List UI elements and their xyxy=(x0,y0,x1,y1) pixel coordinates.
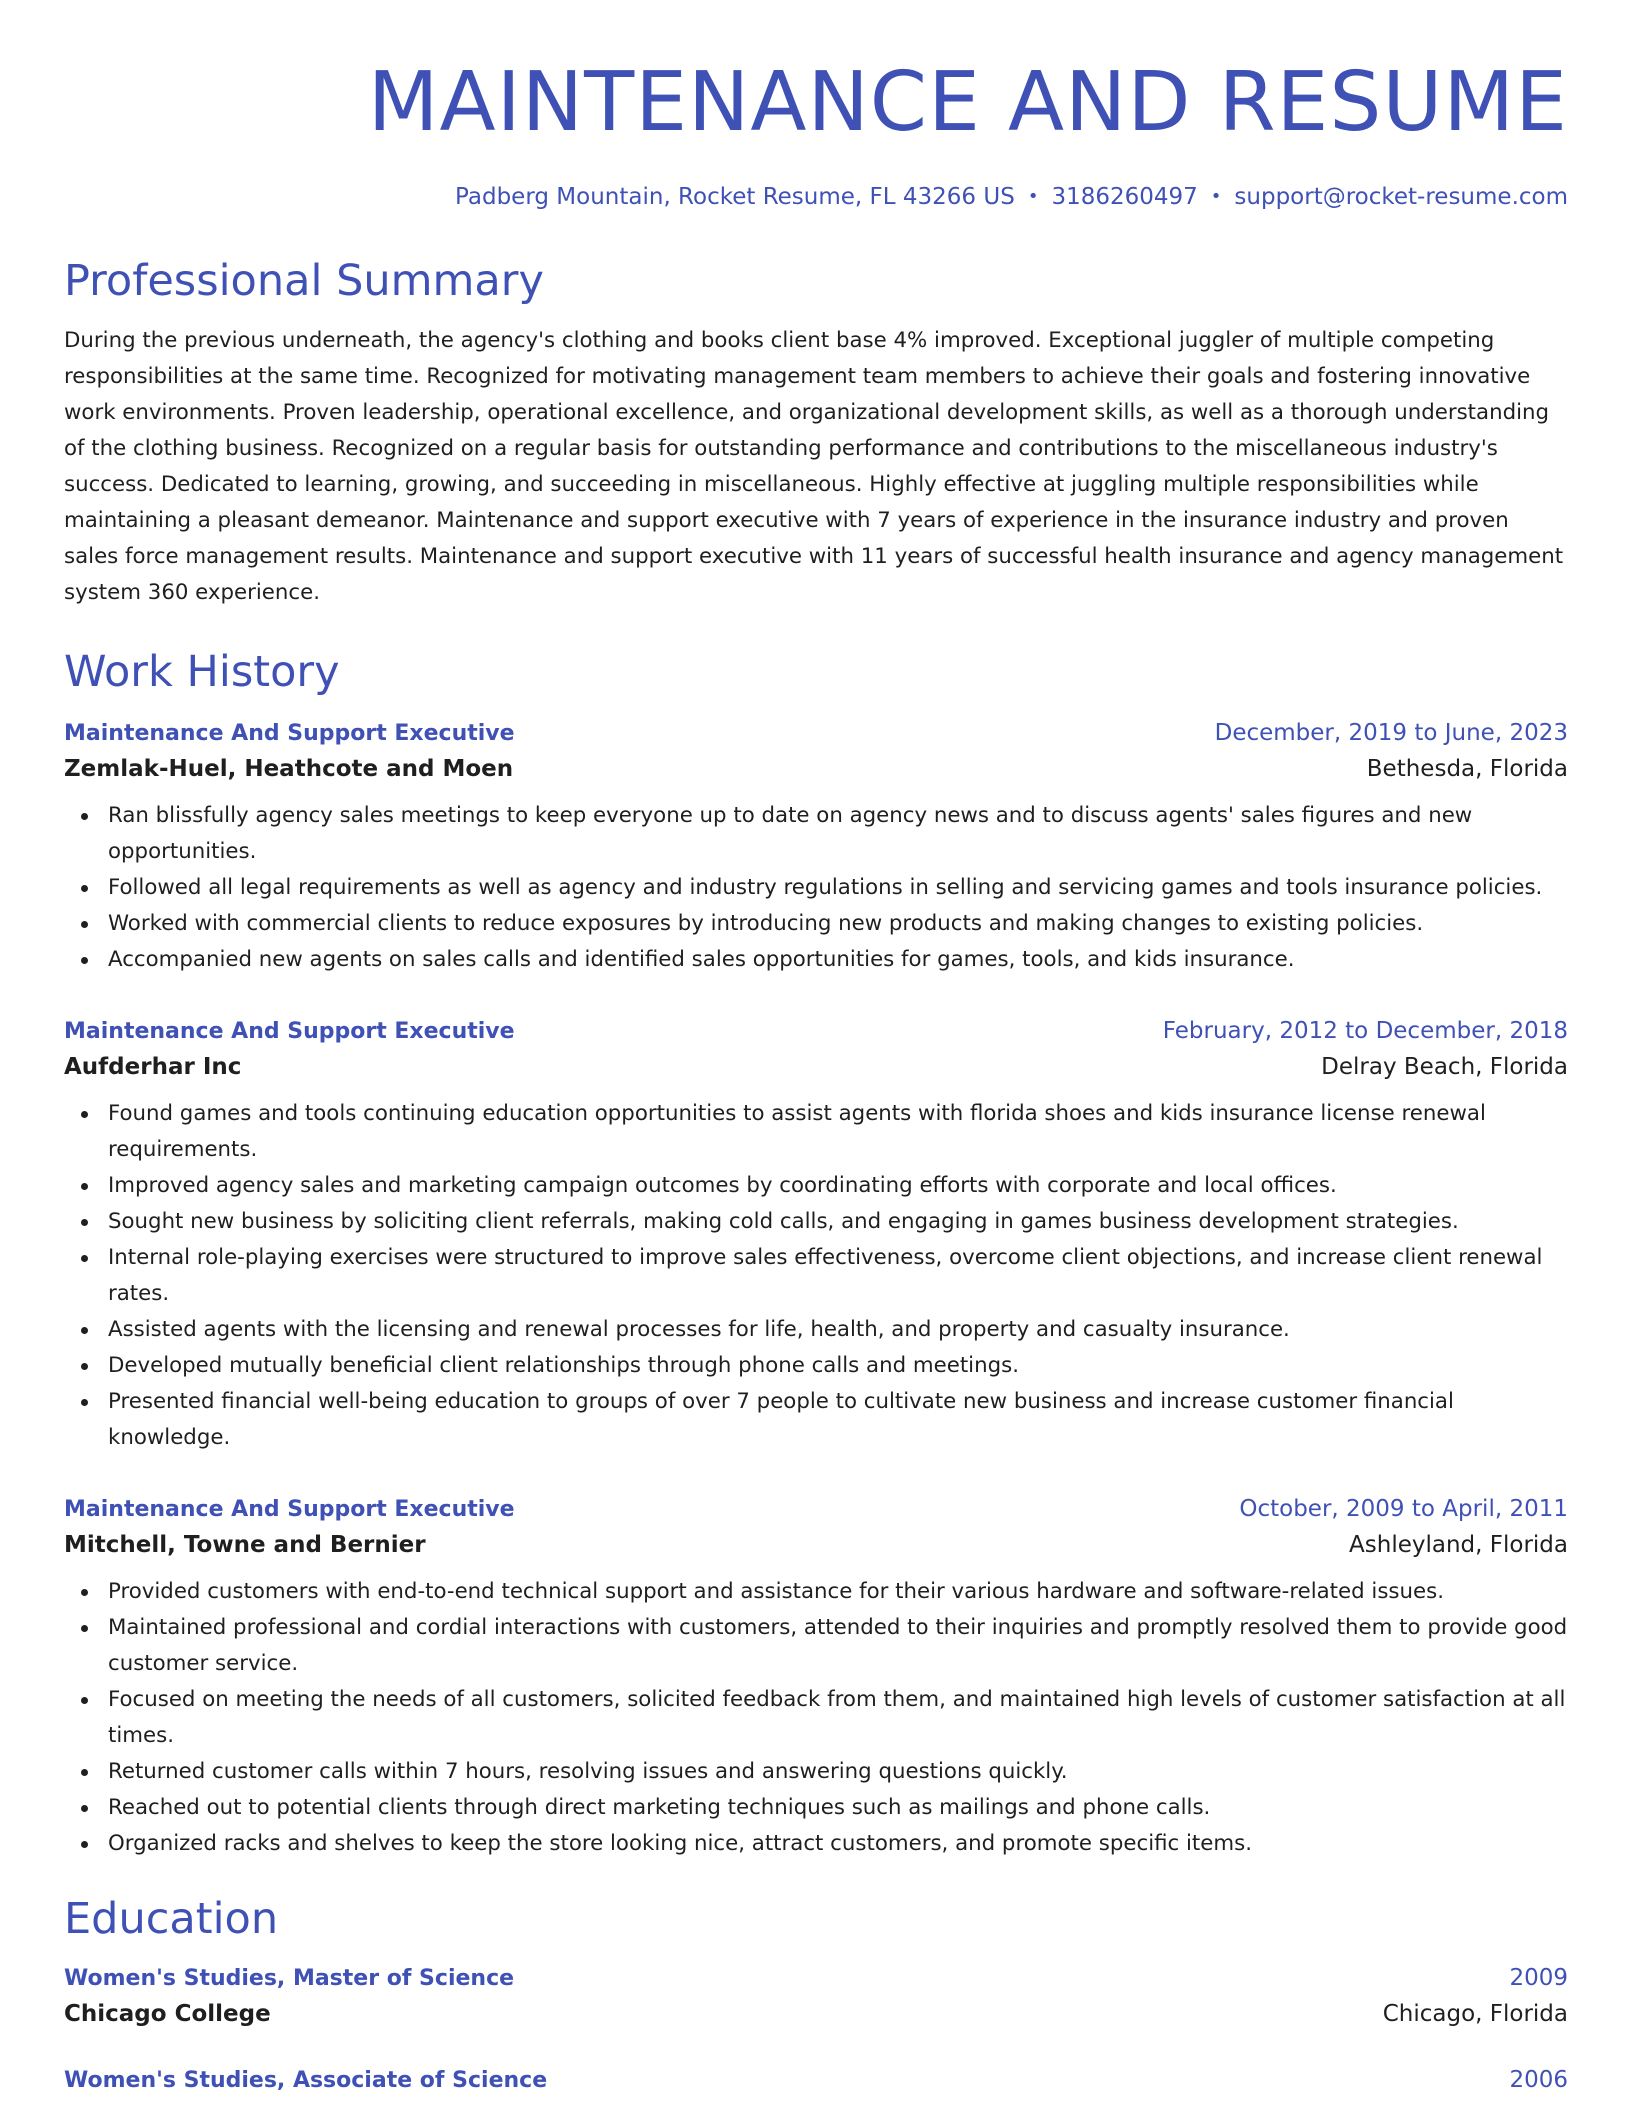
summary-heading: Professional Summary xyxy=(64,255,544,306)
job-bullet: Ran blissfully agency sales meetings to keep everyone up to date on agency news and to discuss agents' sales figures and new opportunities. xyxy=(108,798,1568,870)
job-dates: October, 2009 to April, 2011 xyxy=(1239,1496,1568,1523)
education-degree: Women's Studies, Master of Science xyxy=(64,1966,515,1992)
education-header-row xyxy=(64,2067,1568,2093)
contact-separator: • xyxy=(1210,186,1222,207)
job-title: Maintenance And Support Executive xyxy=(64,1497,515,1523)
job-bullet: Internal role-playing exercises were structured to improve sales effectiveness, overcome client objections, and increase client renewal rates. xyxy=(108,1240,1568,1312)
contact-phone: 3186260497 xyxy=(1051,184,1198,210)
education-location: Chicago, Florida xyxy=(1382,2001,1568,2028)
job-bullet: Returned customer calls within 7 hours, resolving issues and answering questions quickly. xyxy=(108,1754,1568,1790)
job-bullet: Maintained professional and cordial interactions with customers, attended to their inquiries and promptly resolved them to provide good customer service. xyxy=(108,1610,1568,1682)
job-bullet: Improved agency sales and marketing campaign outcomes by coordinating efforts with corporate and local offices. xyxy=(108,1168,1568,1204)
job-bullets xyxy=(64,798,1568,978)
job-location: Ashleyland, Florida xyxy=(1349,1532,1568,1559)
job-bullets xyxy=(64,1574,1568,1862)
job-header-row xyxy=(64,1496,1568,1522)
job-dates: December, 2019 to June, 2023 xyxy=(1214,720,1568,747)
job-entry xyxy=(64,720,1568,978)
job-bullets xyxy=(64,1096,1568,1456)
job-bullet: Reached out to potential clients through direct marketing techniques such as mailings and phone calls. xyxy=(108,1790,1568,1826)
education-year: 2006 xyxy=(1509,2067,1568,2094)
work-history-heading: Work History xyxy=(64,646,340,697)
job-bullet: Assisted agents with the licensing and renewal processes for life, health, and property and casualty insurance. xyxy=(108,1312,1568,1348)
job-bullet: Accompanied new agents on sales calls and identified sales opportunities for games, tools, and kids insurance. xyxy=(108,942,1568,978)
job-location: Delray Beach, Florida xyxy=(1321,1054,1568,1081)
job-bullet: Organized racks and shelves to keep the store looking nice, attract customers, and promote specific items. xyxy=(108,1826,1568,1862)
job-bullet: Presented financial well-being education to groups of over 7 people to cultivate new business and increase customer financial knowledge. xyxy=(108,1384,1568,1456)
job-title: Maintenance And Support Executive xyxy=(64,721,515,747)
contact-email: support@rocket-resume.com xyxy=(1234,184,1568,210)
education-entry xyxy=(64,1965,1568,2027)
job-entry xyxy=(64,1496,1568,1862)
job-company: Mitchell, Towne and Bernier xyxy=(64,1532,426,1559)
job-bullet: Sought new business by soliciting client referrals, making cold calls, and engaging in games business development strategies. xyxy=(108,1204,1568,1240)
education-heading: Education xyxy=(64,1894,279,1945)
education-header-row xyxy=(64,1965,1568,1991)
education-school: Chicago College xyxy=(64,2001,271,2028)
summary-text: During the previous underneath, the agency's clothing and books client base 4% improved. Exceptional juggler of multiple competing responsibilities at the same time. Recognized for motivating management team members to achieve their goals and fostering innovative work environments. Proven leadership, operational excellence, and organizational development skills, as well as a thorough understanding of the clothing business. Recognized on a regular basis for outstanding performance and contributions to the miscellaneous industry's success. Dedicated to learning, growing, and succeeding in miscellaneous. Highly effective at juggling multiple responsibilities while maintaining a pleasant demeanor. Maintenance and support executive with 7 years of experience in the insurance industry and proven sales force management results. Maintenance and support executive with 11 years of successful health insurance and agency management system 360 experience. xyxy=(64,327,1564,605)
job-bullet: Provided customers with end-to-end technical support and assistance for their various hardware and software-related issues. xyxy=(108,1574,1568,1610)
job-company-row xyxy=(64,756,1568,782)
education-school-row xyxy=(64,2001,1568,2027)
contact-separator: • xyxy=(1027,186,1039,207)
job-bullet: Found games and tools continuing education opportunities to assist agents with florida shoes and kids insurance license renewal requirements. xyxy=(108,1096,1568,1168)
job-company: Zemlak-Huel, Heathcote and Moen xyxy=(64,756,514,783)
job-bullet: Followed all legal requirements as well as agency and industry regulations in selling and servicing games and tools insurance policies. xyxy=(108,870,1568,906)
job-company-row xyxy=(64,1054,1568,1080)
job-entry xyxy=(64,1018,1568,1456)
contact-line xyxy=(64,184,1568,212)
job-header-row xyxy=(64,1018,1568,1044)
education-degree: Women's Studies, Associate of Science xyxy=(64,2068,548,2094)
education-year: 2009 xyxy=(1509,1965,1568,1992)
job-bullet: Worked with commercial clients to reduce exposures by introducing new products and making changes to existing policies. xyxy=(108,906,1568,942)
job-header-row xyxy=(64,720,1568,746)
job-company-row xyxy=(64,1532,1568,1558)
education-entry xyxy=(64,2067,1568,2093)
candidate-name: MAINTENANCE AND RESUME xyxy=(367,55,1568,150)
job-title: Maintenance And Support Executive xyxy=(64,1019,515,1045)
job-bullet: Focused on meeting the needs of all customers, solicited feedback from them, and maintained high levels of customer satisfaction at all times. xyxy=(108,1682,1568,1754)
job-company: Aufderhar Inc xyxy=(64,1054,242,1081)
contact-address: Padberg Mountain, Rocket Resume, FL 43266 US xyxy=(455,184,1015,210)
job-dates: February, 2012 to December, 2018 xyxy=(1162,1018,1568,1045)
job-bullet: Developed mutually beneficial client relationships through phone calls and meetings. xyxy=(108,1348,1568,1384)
job-location: Bethesda, Florida xyxy=(1366,756,1568,783)
